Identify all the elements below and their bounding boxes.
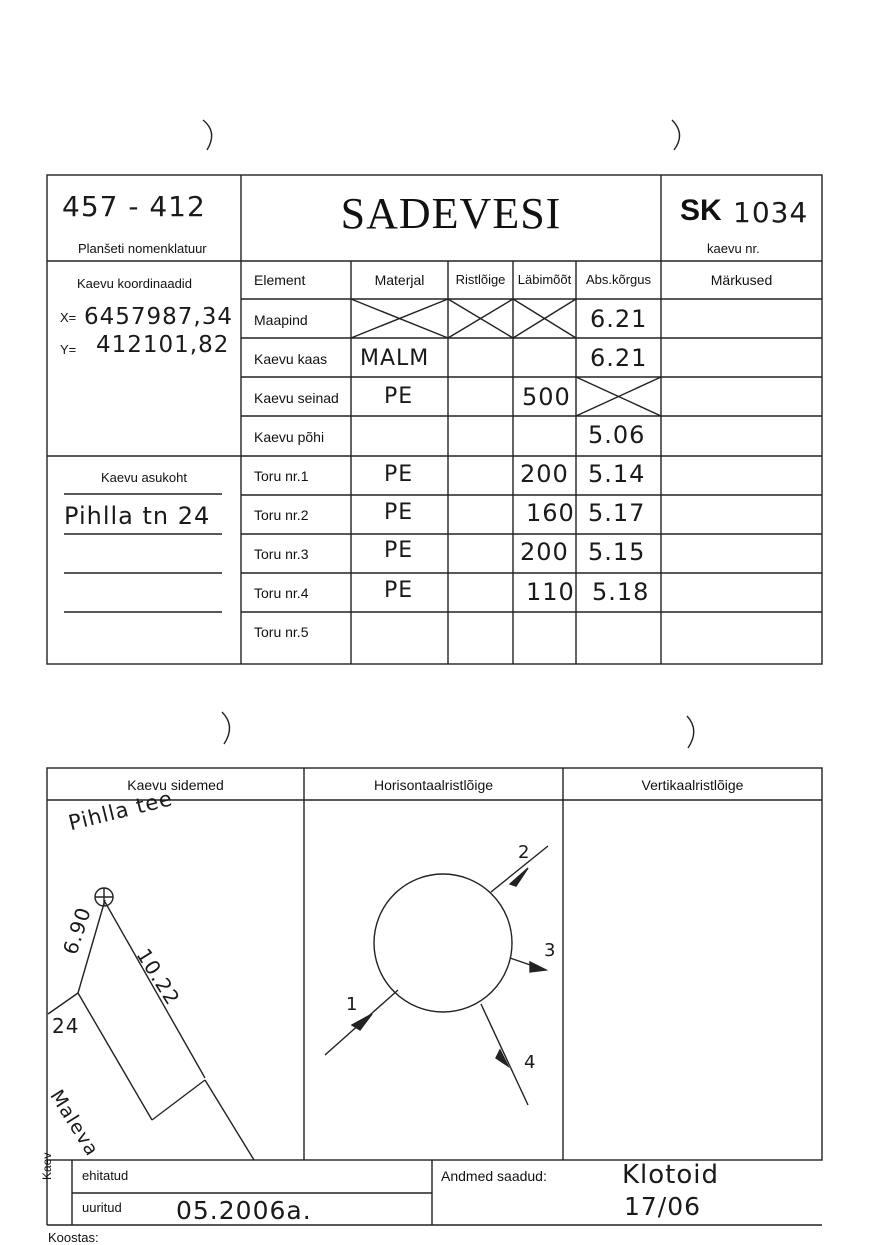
col-header-height: Abs.kõrgus xyxy=(585,272,652,287)
x-value: 6457987,34 xyxy=(84,304,234,330)
table-row-material: MALM xyxy=(360,346,430,371)
location-value: Pihlla tn 24 xyxy=(64,502,211,530)
pipe-label-1: 1 xyxy=(346,994,359,1015)
page-title: SADEVESI xyxy=(340,189,562,238)
table-row-diameter: 500 xyxy=(522,383,571,411)
table-row-element: Toru nr.3 xyxy=(254,546,309,562)
table-row-material: PE xyxy=(384,578,414,603)
table-row-height: 6.21 xyxy=(590,344,648,372)
table-row-diameter: 200 xyxy=(520,460,569,488)
table-row-diameter: 160 xyxy=(526,499,575,527)
location-label: Kaevu asukoht xyxy=(100,470,187,485)
table-row-element: Toru nr.5 xyxy=(254,624,309,640)
footer-side-label: Kaev xyxy=(40,1152,54,1180)
table-row-height: 6.21 xyxy=(590,305,648,333)
table-row-height: 5.15 xyxy=(588,538,646,566)
pipe-label-4: 4 xyxy=(524,1052,537,1073)
compiler-label: Koostas: xyxy=(48,1230,99,1245)
x-label: X= xyxy=(60,310,77,325)
table-row-element: Toru nr.4 xyxy=(254,585,309,601)
table-row-element: Kaevu kaas xyxy=(254,351,328,367)
col-header-sidemed: Kaevu sidemed xyxy=(127,777,224,793)
y-label: Y= xyxy=(60,342,77,357)
col-header-notes: Märkused xyxy=(710,272,773,288)
table-row-height: 5.06 xyxy=(588,421,646,449)
table-row-element: Kaevu põhi xyxy=(254,429,325,445)
table-row-material: PE xyxy=(384,500,414,525)
sketch-street-label: Pihlla tee xyxy=(66,786,176,836)
sketch-distance-2: 10.22 xyxy=(131,944,185,1010)
table-row-element: Kaevu seinad xyxy=(254,390,339,406)
pipe-label-3: 3 xyxy=(544,940,557,961)
table-row-diameter: 110 xyxy=(526,578,575,606)
sketch-distance-1: 6.90 xyxy=(58,903,96,958)
sketch-street-2: Maleva xyxy=(45,1086,104,1161)
built-label: ehitatud xyxy=(82,1168,129,1183)
table-row-diameter: 200 xyxy=(520,538,569,566)
sketch-house-number: 24 xyxy=(52,1014,80,1038)
table-row-element: Toru nr.1 xyxy=(254,468,309,484)
well-number: 1034 xyxy=(733,196,809,229)
col-header-horizontal: Horisontaalristlõige xyxy=(373,777,494,793)
col-header-element: Element xyxy=(254,272,306,288)
data-received-source: Klotoid xyxy=(622,1160,720,1190)
well-label: kaevu nr. xyxy=(707,241,760,256)
col-header-vertical: Vertikaalristlõige xyxy=(641,777,744,793)
data-received-date: 17/06 xyxy=(624,1192,702,1221)
nomenclature-label: Planšeti nomenklatuur xyxy=(78,241,207,256)
table-row-height: 5.14 xyxy=(588,460,646,488)
pipe-label-2: 2 xyxy=(518,842,531,863)
surveyed-label: uuritud xyxy=(82,1200,122,1215)
col-header-ristloige: Ristlõige xyxy=(455,272,506,287)
table-row-height: 5.17 xyxy=(588,499,646,527)
table-row-material: PE xyxy=(384,462,414,487)
table-row-height: 5.18 xyxy=(592,578,650,606)
data-received-label: Andmed saadud: xyxy=(441,1168,547,1184)
y-value: 412101,82 xyxy=(96,332,230,358)
col-header-material: Materjal xyxy=(374,272,425,288)
table-row-element: Maapind xyxy=(254,312,308,328)
col-header-diameter: Läbimõõt xyxy=(517,272,572,287)
table-row-material: PE xyxy=(384,384,414,409)
table-row-element: Toru nr.2 xyxy=(254,507,309,523)
well-prefix: SK xyxy=(680,194,722,227)
coordinates-label: Kaevu koordinaadid xyxy=(77,276,192,291)
nomenclature-value: 457 - 412 xyxy=(62,190,206,223)
surveyed-value: 05.2006a. xyxy=(176,1196,312,1225)
table-row-material: PE xyxy=(384,538,414,563)
